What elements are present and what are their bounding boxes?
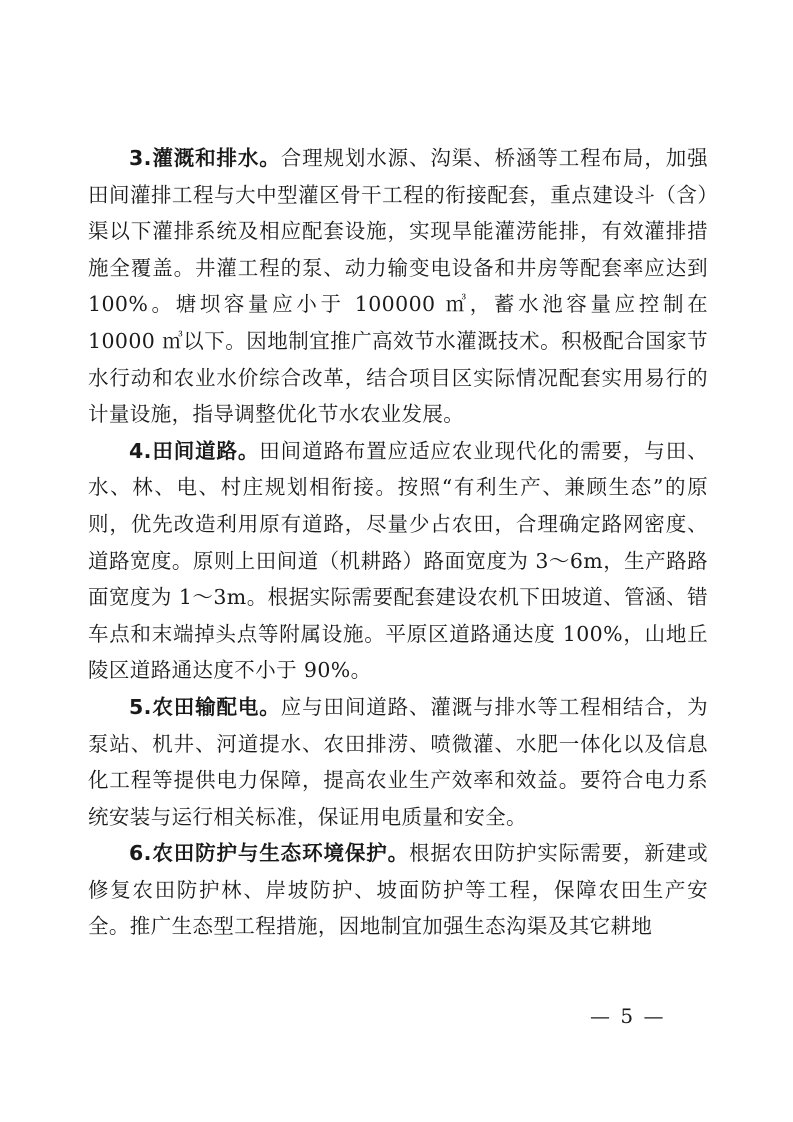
page-number: — 5 — bbox=[590, 1004, 666, 1028]
paragraph-heading: 4.田间道路。 bbox=[129, 438, 260, 463]
paragraph-text: 田间道路布置应适应农业现代化的需要，与田、水、林、电、村庄规划相衔接。按照“有利生产、兼顾生态”的原则，优先改造利用原有道路，尽量少占农田，合理确定路网密度、道路宽度。原则上田间道（机耕路）路面宽度为 3～6m，生产路路面宽度为 1～3m。根据实际需要配套建设农机下田坡道、管涵、错车点和末端掉头点等附属设施。平原区道路通达度 100%，山地丘陵区道路通达度不小于 90%。 bbox=[88, 438, 708, 683]
paragraph-field-roads bbox=[88, 433, 708, 689]
paragraph-power-distribution bbox=[88, 689, 708, 835]
paragraph-text: 合理规划水源、沟渠、桥涵等工程布局，加强田间灌排工程与大中型灌区骨干工程的衔接配套，重点建设斗（含）渠以下灌排系统及相应配套设施，实现旱能灌涝能排，有效灌排措施全覆盖。井灌工程的泵、动力输变电设备和井房等配套率应达到 100%。塘坝容量应小于 100000 ㎥，蓄水池容量应控制在 10000 ㎥以下。因地制宜推广高效节水灌溉技术。积极配合国家节水行动和农业水价综合改革，结合项目区实际情况配套实用易行的计量设施，指导调整优化节水农业发展。 bbox=[88, 146, 708, 427]
paragraph-irrigation-drainage bbox=[88, 140, 708, 433]
paragraph-text: 根据农田防护实际需要，新建或修复农田防护林、岸坡防护、坡面防护等工程，保障农田生产安全。推广生态型工程措施，因地制宜加强生态沟渠及其它耕地 bbox=[88, 841, 708, 939]
paragraph-heading: 6.农田防护与生态环境保护。 bbox=[129, 841, 410, 866]
paragraph-text: 应与田间道路、灌溉与排水等工程相结合，为泵站、机井、河道提水、农田排涝、喷微灌、水肥一体化以及信息化工程等提供电力保障，提高农业生产效率和效益。要符合电力系统安装与运行相关标准，保证用电质量和安全。 bbox=[88, 694, 708, 829]
paragraph-heading: 3.灌溉和排水。 bbox=[129, 146, 281, 170]
paragraph-farmland-protection bbox=[88, 835, 708, 945]
document-body bbox=[88, 140, 708, 945]
paragraph-heading: 5.农田输配电。 bbox=[129, 694, 281, 719]
